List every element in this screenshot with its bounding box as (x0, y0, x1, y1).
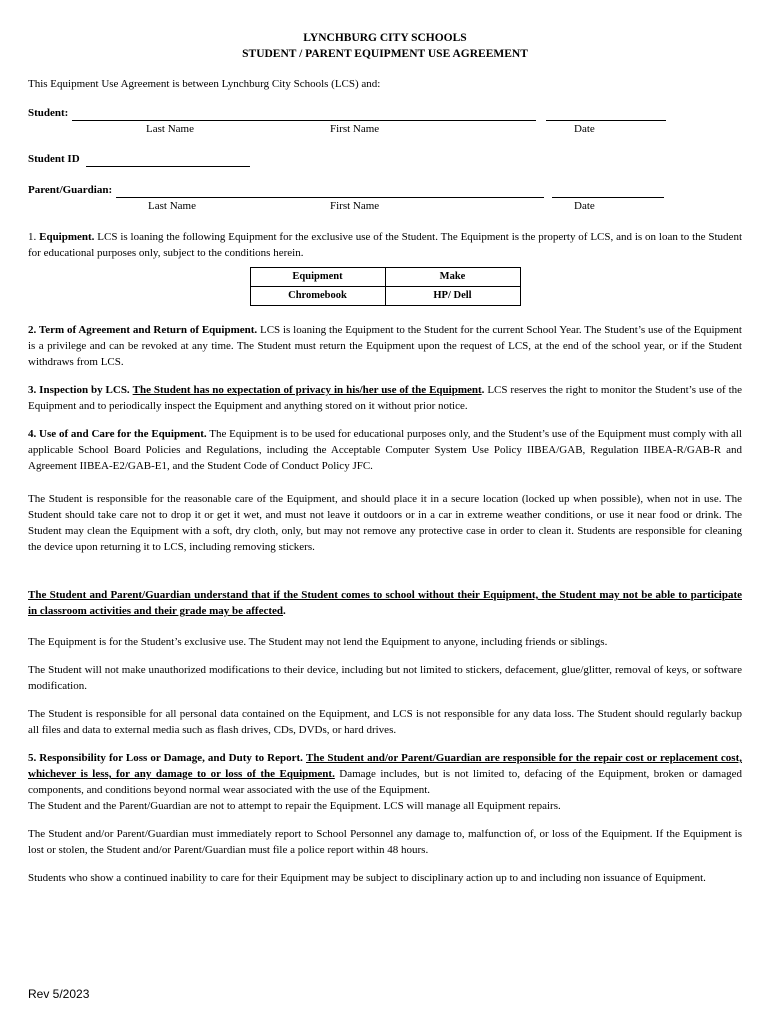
student-row (28, 105, 742, 121)
student-first-name-label: First Name (330, 123, 380, 135)
table-row (250, 287, 520, 306)
student-sub-labels (28, 121, 742, 137)
section-responsibility (28, 750, 742, 798)
parent-sub-labels (28, 198, 742, 214)
section-inspection: 3. Inspection by LCS. The Student has no expectation of privacy in his/her use of the Equipment. LCS reserves the right to monitor the Student’s use of the Equipment and to periodically inspect the Equipment and anything stored on it without prior notice. (28, 384, 743, 412)
section5-underlined: The Student and/or Parent/Guardian are responsible for the repair cost or replacement cost, whichever is less, for any damage to or loss of the Equipment. (28, 752, 743, 780)
section5-repair-line: The Student and the Parent/Guardian are not to attempt to repair the Equipment. LCS will manage all Equipment repairs. (28, 800, 561, 812)
student-id-field[interactable] (86, 154, 250, 167)
student-date-label: Date (574, 123, 595, 135)
parent-first-name-label: First Name (330, 200, 380, 212)
parent-name-field[interactable] (116, 185, 544, 198)
parent-label: Parent/Guardian: (28, 184, 113, 196)
table-cell-equipment: Chromebook (250, 287, 385, 306)
table-header-row (250, 268, 520, 287)
student-name-field[interactable] (72, 108, 536, 121)
section2-heading: 2. Term of Agreement and Return of Equipment. (28, 324, 258, 336)
section3-text: LCS reserves the right to monitor the Student’s use of the Equipment and to periodically inspect the Equipment and anything stored on it without prior notice. (28, 384, 743, 412)
intro-text: This Equipment Use Agreement is between Lynchburg City Schools (LCS) and: (28, 78, 381, 90)
table-header-make: Make (385, 268, 520, 287)
parent-date-label: Date (574, 200, 595, 212)
section1-number: 1 (28, 231, 34, 243)
agreement-title: STUDENT / PARENT EQUIPMENT USE AGREEMENT (242, 48, 528, 60)
section1-text: LCS is loaning the following Equipment for the exclusive use of the Student. The Equipment is the property of LCS, and is on loan to the Student for educational purposes only, subject to the conditions herein. (28, 231, 742, 259)
section5-heading: 5. Responsibility for Loss or Damage, and Duty to Report. (28, 752, 303, 764)
section5-text: Damage includes, but is not limited to, defacing of the Equipment, broken or damaged components, and conditions beyond normal wear associated with the use of the Equipment. (28, 768, 743, 796)
modifications-paragraph: The Student will not make unauthorized modifications to their device, including but not limited to stickers, defacement, glue/glitter, removal of keys, or software modification. (28, 664, 742, 692)
student-id-label: Student ID (28, 153, 80, 165)
student-label: Student: (28, 107, 69, 119)
section3-heading: 3. Inspection by LCS. (28, 384, 130, 396)
personal-data-paragraph: The Student is responsible for all personal data contained on the Equipment, and LCS is not responsible for any data loss. The Student should regularly backup all files and data to external media such as flash drives, CDs, DVDs, or hard drives. (28, 708, 742, 736)
section1-heading: Equipment. (39, 231, 95, 243)
notice-paragraph: The Student and Parent/Guardian understand that if the Student comes to school without their Equipment, the Student may not be able to participate in classroom activities and their grade may be affected. (28, 589, 742, 617)
section3-underlined: The Student has no expectation of privacy in his/her use of the Equipment (132, 384, 482, 396)
equipment-table (250, 267, 521, 306)
section-term (28, 322, 742, 370)
exclusive-use-paragraph: The Equipment is for the Student’s exclusive use. The Student may not lend the Equipment to anyone, including friends or siblings. (28, 636, 608, 648)
notice-text: The Student and Parent/Guardian understand that if the Student comes to school without their Equipment, the Student may not be able to participate in classroom activities and their grade may be affected (28, 589, 742, 617)
student-date-field[interactable] (546, 108, 666, 121)
agreement-document (28, 30, 742, 886)
district-title: LYNCHBURG CITY SCHOOLS (303, 32, 467, 44)
parent-last-name-label: Last Name (148, 200, 196, 212)
care-paragraph: The Student is responsible for the reasonable care of the Equipment, and should place it in a secure location (locked up when possible), when not in use. The Student should take care not to drop it or get it wet, and must not leave it outdoors or in a car in extreme weather conditions, or use it near food or drink. The Student may clean the Equipment with a soft, dry cloth, only, but may not remove any protective case in order to clean it. Students are responsible for cleaning the device upon returning it to LCS, including removing stickers. (28, 493, 742, 553)
student-last-name-label: Last Name (146, 123, 194, 135)
table-header-equipment: Equipment (250, 268, 385, 287)
discipline-paragraph: Students who show a continued inability to care for their Equipment may be subject to disciplinary action up to and including non issuance of Equipment. (28, 872, 706, 884)
table-cell-make: HP/ Dell (385, 287, 520, 306)
parent-row (28, 182, 742, 198)
section-equipment: 1. Equipment. LCS is loaning the following Equipment for the exclusive use of the Student. The Equipment is the property of LCS, and is on loan to the Student for educational purposes only, subject to the conditions herein. (28, 231, 742, 259)
section-use-care (28, 426, 742, 474)
report-paragraph: The Student and/or Parent/Guardian must immediately report to School Personnel any damage to, malfunction of, or loss of the Equipment. If the Equipment is lost or stolen, the Student and/or Parent/Guardian must file a police report within 48 hours. (28, 828, 742, 856)
revision-footer: Rev 5/2023 (28, 987, 90, 1001)
section4-text: The Equipment is to be used for educational purposes only, and the Student’s use of the Equipment must comply with all applicable School Board Policies and Regulations, including the Acceptable Computer System Use Policy IIBEA/GAB, Regulation IIBEA-R/GAB-R and Agreement IIBEA-E2/GAB-E1, and the Student Code of Conduct Policy JFC. (28, 428, 742, 472)
section2-text: LCS is loaning the Equipment to the Student for the current School Year. The Student’s use of the Equipment is a privilege and can be revoked at any time. The Student must return the Equipment upon the request of LCS, at the end of the school year, or if the Student withdraws from LCS. (28, 324, 742, 368)
student-id-row (28, 151, 742, 167)
section4-heading: 4. Use of and Care for the Equipment. (28, 428, 207, 440)
parent-date-field[interactable] (552, 185, 664, 198)
